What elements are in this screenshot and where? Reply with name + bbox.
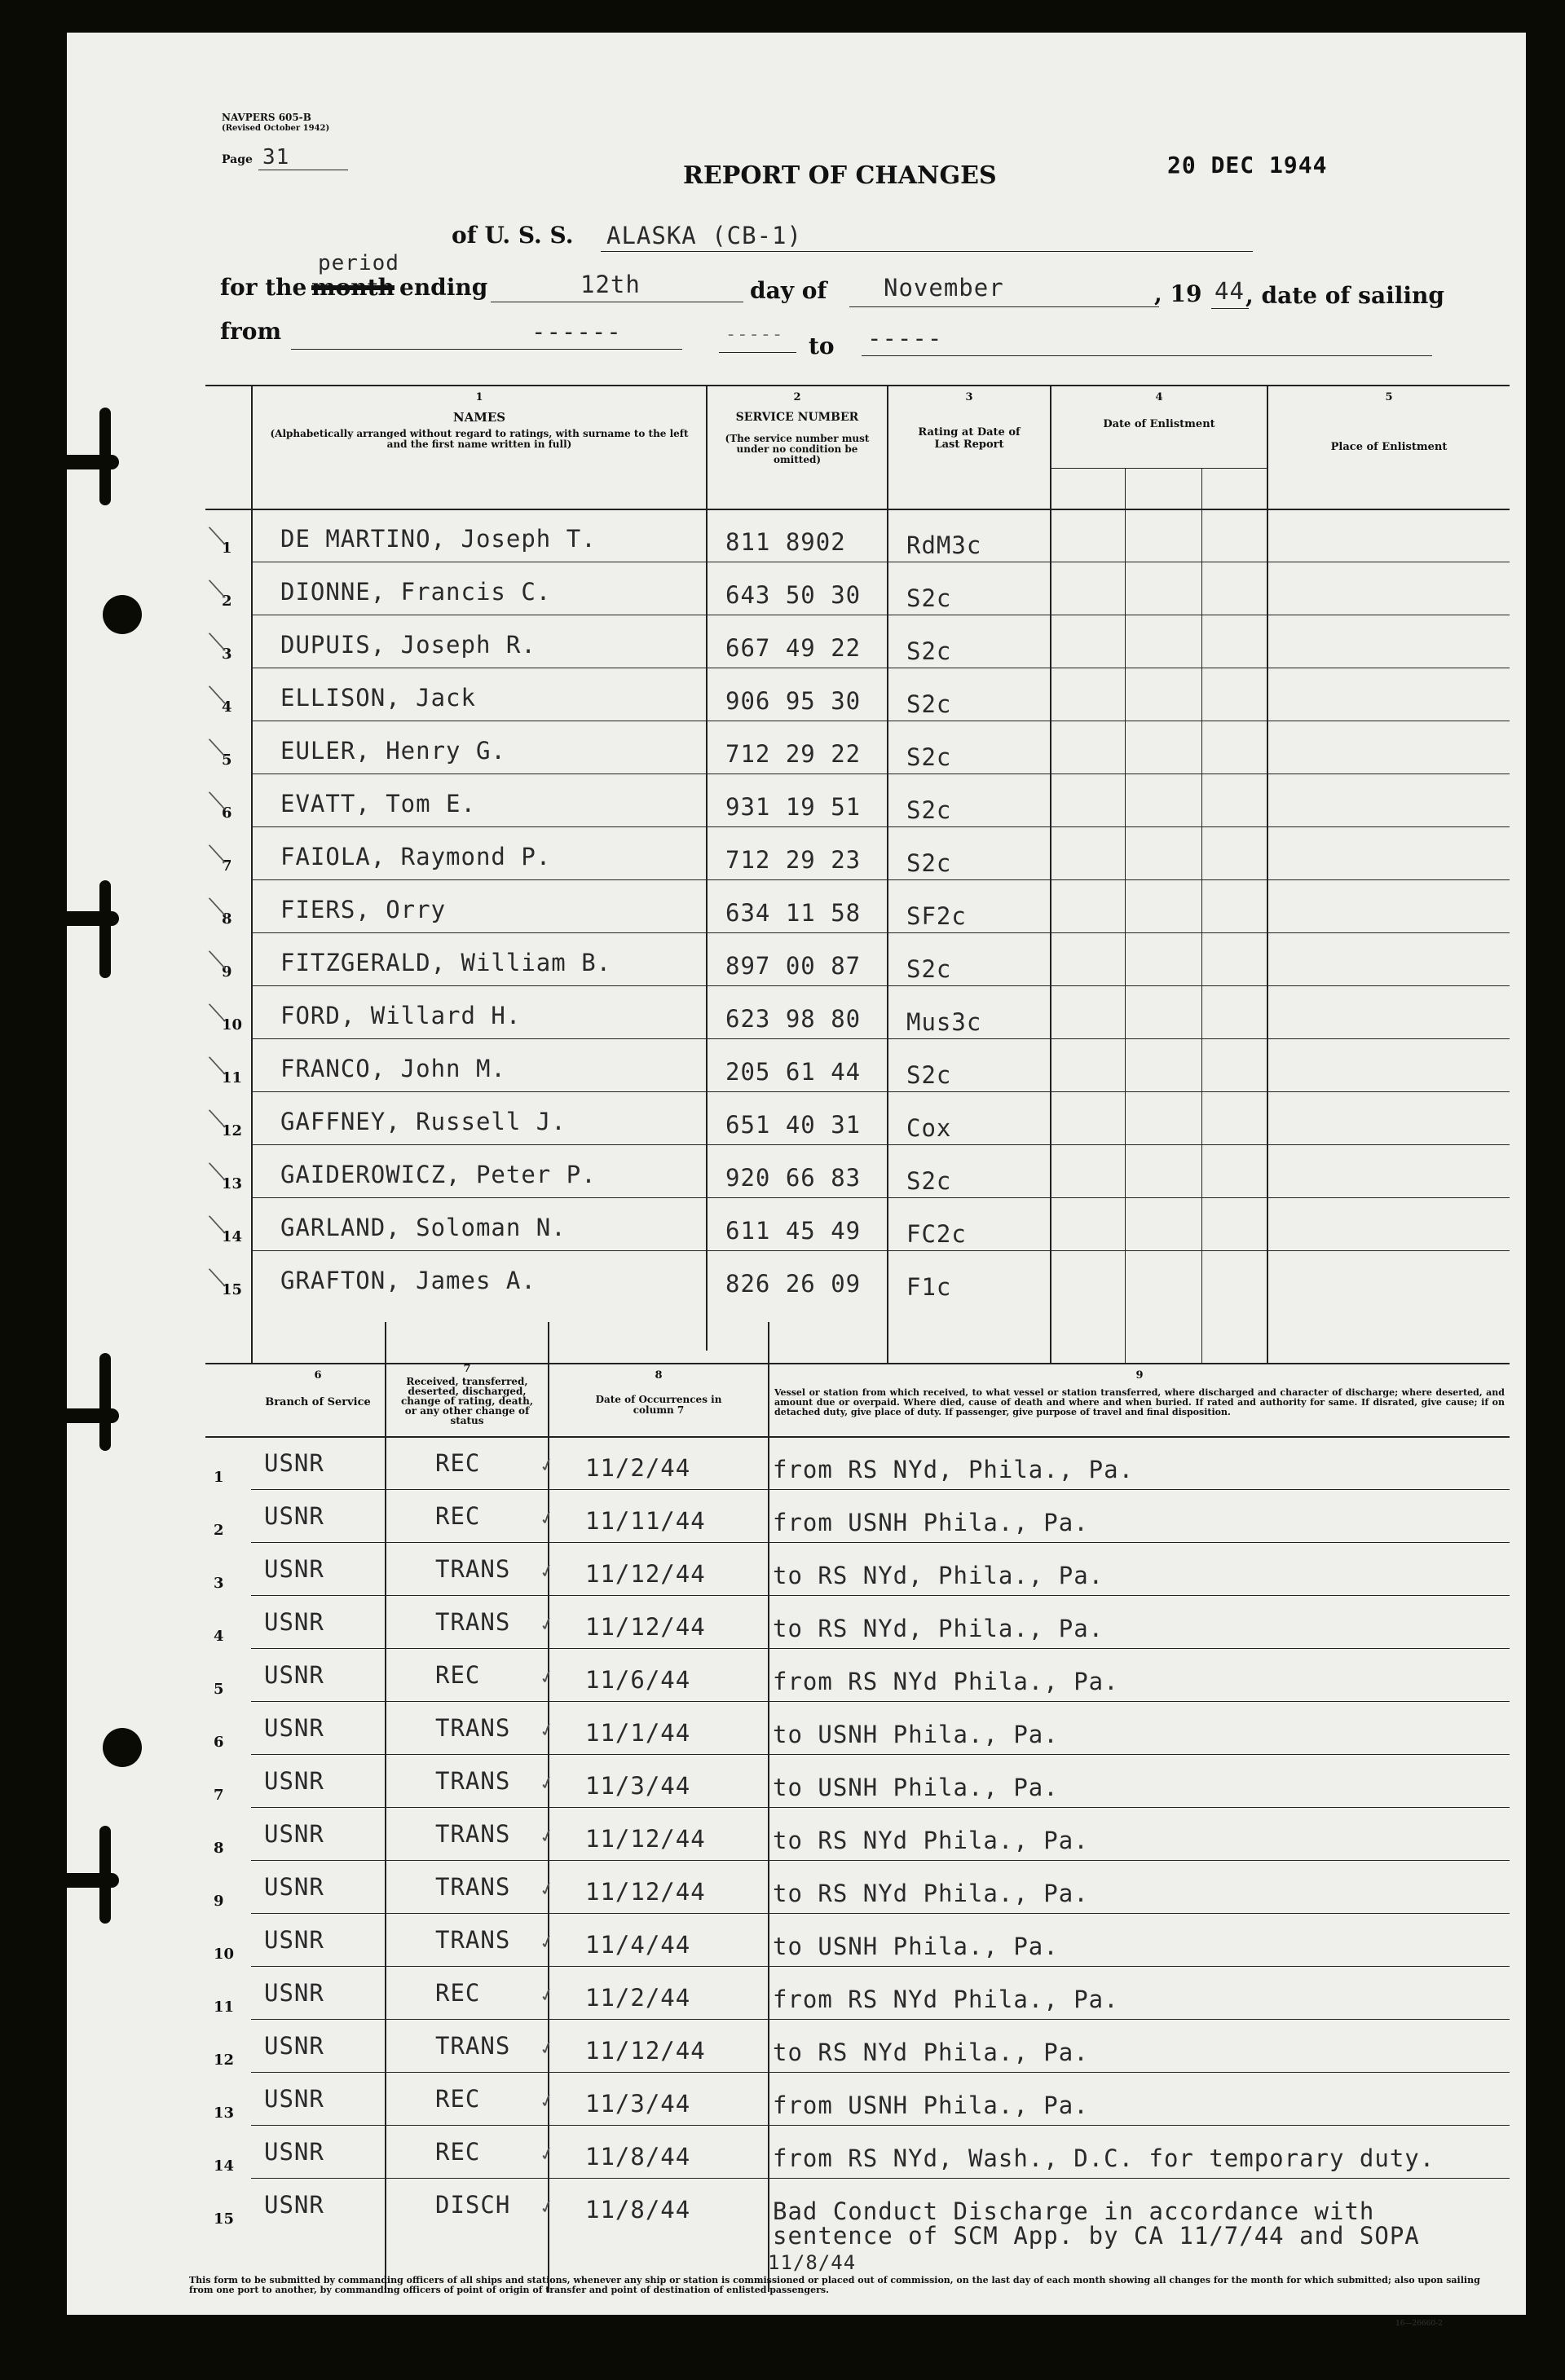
binder-tab — [99, 408, 111, 505]
branch-cell: USNR — [264, 1714, 324, 1742]
remarks-cell: to RS NYd Phila., Pa. — [773, 1880, 1089, 1907]
day-of-label: day of — [750, 277, 827, 304]
remarks-cell: to USNH Phila., Pa. — [773, 1933, 1059, 1960]
to-label: to — [809, 333, 835, 359]
remarks-cell: from RS NYd Phila., Pa. — [773, 1668, 1119, 1695]
status-cell: TRANS — [435, 2032, 511, 2060]
check-mark-icon: ╲ — [209, 737, 226, 760]
remarks-cell: to USNH Phila., Pa. — [773, 1721, 1059, 1748]
status-cell: REC — [435, 1449, 481, 1477]
branch-cell: USNR — [264, 1555, 324, 1583]
row-number: 12 — [222, 1122, 243, 1139]
branch-cell: USNR — [264, 1449, 324, 1477]
binder-tab — [99, 1826, 111, 1924]
row-number: 2 — [214, 1522, 224, 1539]
footer-instructions: This form to be submitted by commanding officers of all ships and stations, whenever any ship or station is commissioned or placed out of commission, on the last day of each month showing all changes for the month for which submitted; also upon sailing from one port to another, by commanding officers of point of origin of transfer and point of destination of enlisted passengers. — [189, 2275, 1480, 2295]
row-number: 7 — [214, 1787, 224, 1804]
row-number: 14 — [222, 1228, 243, 1245]
row-number: 4 — [222, 699, 232, 716]
binder-tab — [99, 1353, 111, 1451]
row-number: 11 — [222, 1069, 243, 1086]
to-value: ----- — [867, 324, 943, 352]
name-cell: GAIDEROWICZ, Peter P. — [280, 1161, 597, 1188]
check-mark-icon: ╲ — [209, 896, 226, 919]
branch-cell: USNR — [264, 1767, 324, 1795]
status-cell: TRANS — [435, 1926, 511, 1954]
header-rating: 3 Rating at Date of Last Report — [918, 391, 1021, 451]
service-number-cell: 811 8902 — [725, 528, 846, 556]
row-number: 9 — [222, 963, 232, 981]
status-cell: REC — [435, 1979, 481, 2007]
name-cell: GAFFNEY, Russell J. — [280, 1108, 566, 1135]
date-cell: 11/8/44 — [585, 2196, 691, 2224]
header-status-change: 7 Received, transferred, deserted, discharged, change of rating, death, or any other change of status — [401, 1363, 533, 1426]
binder-tab — [67, 1873, 119, 1888]
date-cell: 11/8/44 — [585, 2143, 691, 2171]
header-names: 1 NAMES (Alphabetically arranged without regard to ratings, with surname to the left and the first name written in full) — [270, 391, 689, 450]
service-number-cell: 826 26 09 — [725, 1270, 862, 1298]
from-value: ------ — [531, 318, 622, 346]
binder-hole — [103, 1728, 142, 1767]
remarks-cell: to USNH Phila., Pa. — [773, 1774, 1059, 1801]
header-branch: 6 Branch of Service — [265, 1369, 371, 1408]
check-mark-icon: ✓ — [537, 1454, 558, 1478]
date-cell: 11/4/44 — [585, 1931, 691, 1959]
branch-cell: USNR — [264, 1502, 324, 1530]
header-remarks: 9 Vessel or station from which received, to what vessel or station transferred, where discharged and character of discharge; where deserted, and amount due or overpaid. Where died, cause of death and where and when buried. If rated and authority for same. If disrated, give cause; if on detached duty, give place of duty. If passenger, give purpose of travel and final disposition. — [774, 1369, 1505, 1417]
row-number: 1 — [222, 540, 232, 557]
status-cell: TRANS — [435, 1714, 511, 1742]
year-prefix: , 19 — [1154, 280, 1202, 307]
row-number: 14 — [214, 2157, 235, 2175]
status-cell: TRANS — [435, 1767, 511, 1795]
check-mark-icon: ╲ — [209, 1267, 226, 1290]
check-mark-icon: ✓ — [537, 1719, 558, 1743]
date-cell: 11/6/44 — [585, 1666, 691, 1694]
name-cell: ELLISON, Jack — [280, 684, 476, 712]
row-number: 15 — [222, 1281, 243, 1298]
rating-cell: S2c — [906, 584, 952, 612]
service-number-cell: 897 00 87 — [725, 952, 862, 980]
check-mark-icon: ╲ — [209, 525, 226, 549]
remarks-cell: to RS NYd Phila., Pa. — [773, 1827, 1089, 1854]
month-word: month — [311, 274, 395, 301]
name-cell: FORD, Willard H. — [280, 1002, 522, 1029]
check-mark-icon: ╲ — [209, 684, 226, 707]
date-cell: 11/12/44 — [585, 1560, 706, 1588]
date-cell: 11/12/44 — [585, 2037, 706, 2065]
rating-cell: S2c — [906, 1061, 952, 1089]
rating-cell: S2c — [906, 1167, 952, 1195]
row-number: 3 — [214, 1575, 224, 1592]
row-number: 13 — [214, 2105, 235, 2122]
from-label: from — [220, 318, 282, 345]
header-date-occurrence: 8 Date of Occurrences in column 7 — [595, 1369, 722, 1416]
header-date-enlistment: 4 Date of Enlistment — [1103, 391, 1215, 430]
check-mark-icon: ╲ — [209, 631, 226, 654]
header-service-number: 2 SERVICE NUMBER (The service number must under no condition be omitted) — [725, 391, 870, 465]
row-number: 10 — [222, 1016, 243, 1034]
status-cell: REC — [435, 1502, 481, 1530]
of-uss-label: of U. S. S. — [452, 222, 574, 249]
page-number: 31 — [262, 145, 290, 170]
date-cell: 11/12/44 — [585, 1825, 706, 1853]
name-cell: DUPUIS, Joseph R. — [280, 631, 536, 659]
service-number-cell: 651 40 31 — [725, 1111, 862, 1139]
rating-cell: F1c — [906, 1273, 952, 1301]
rating-cell: S2c — [906, 690, 952, 718]
binder-hole — [103, 595, 142, 634]
remarks-cell: from RS NYd Phila., Pa. — [773, 1986, 1119, 2013]
check-mark-icon: ╲ — [209, 843, 226, 866]
status-cell: TRANS — [435, 1608, 511, 1636]
check-mark-icon: ✓ — [537, 2090, 558, 2113]
service-number-cell: 643 50 30 — [725, 581, 862, 609]
remarks-cell-line2: sentence of SCM App. by CA 11/7/44 and SOPA — [773, 2222, 1420, 2250]
service-number-cell: 920 66 83 — [725, 1164, 862, 1192]
rating-cell: S2c — [906, 796, 952, 824]
remarks-cell: to RS NYd Phila., Pa. — [773, 2038, 1089, 2066]
rating-cell: Mus3c — [906, 1008, 982, 1036]
binder-tab — [67, 455, 119, 469]
check-mark-icon: ✓ — [537, 1772, 558, 1796]
date-cell: 11/3/44 — [585, 1772, 691, 1800]
branch-cell: USNR — [264, 1820, 324, 1848]
check-mark-icon: ✓ — [537, 2196, 558, 2219]
date-of-sailing-label: , date of sailing — [1245, 282, 1444, 309]
remarks-cell: Bad Conduct Discharge in accordance with — [773, 2197, 1375, 2225]
branch-cell: USNR — [264, 2085, 324, 2113]
rating-cell: S2c — [906, 637, 952, 665]
check-mark-icon: ╲ — [209, 1161, 226, 1184]
status-cell: REC — [435, 2085, 481, 2113]
check-mark-icon: ✓ — [537, 1878, 558, 1902]
date-cell: 11/11/44 — [585, 1507, 706, 1535]
name-cell: FITZGERALD, William B. — [280, 949, 612, 976]
form-code: NAVPERS 605-B (Revised October 1942) — [222, 112, 330, 133]
name-cell: EVATT, Tom E. — [280, 790, 476, 818]
remarks-cell: from USNH Phila., Pa. — [773, 1509, 1089, 1536]
check-mark-icon: ✓ — [537, 1507, 558, 1531]
check-mark-icon: ✓ — [537, 1984, 558, 2008]
check-mark-icon: ✓ — [537, 1560, 558, 1584]
name-cell: GRAFTON, James A. — [280, 1267, 536, 1294]
remarks-cell: from USNH Phila., Pa. — [773, 2091, 1089, 2119]
footer-handwritten-date: 11/8/44 — [768, 2251, 857, 2274]
date-cell: 11/1/44 — [585, 1719, 691, 1747]
name-cell: EULER, Henry G. — [280, 737, 506, 765]
check-mark-icon: ╲ — [209, 1055, 226, 1078]
binder-tab — [67, 911, 119, 926]
row-number: 6 — [214, 1734, 224, 1751]
row-number: 13 — [222, 1175, 243, 1192]
branch-cell: USNR — [264, 1873, 324, 1901]
binder-tab — [99, 880, 111, 978]
branch-cell: USNR — [264, 2138, 324, 2166]
check-mark-icon: ╲ — [209, 1002, 226, 1025]
rating-cell: S2c — [906, 849, 952, 877]
check-mark-icon: ✓ — [537, 1931, 558, 1955]
ending-day: 12th — [580, 271, 641, 298]
branch-cell: USNR — [264, 2032, 324, 2060]
binder-tab — [67, 1408, 119, 1423]
row-number: 1 — [214, 1469, 224, 1486]
service-number-cell: 931 19 51 — [725, 793, 862, 821]
row-number: 4 — [214, 1628, 224, 1645]
service-number-cell: 205 61 44 — [725, 1058, 862, 1086]
check-mark-icon: ✓ — [537, 2037, 558, 2060]
rating-cell: S2c — [906, 955, 952, 983]
branch-cell: USNR — [264, 2191, 324, 2219]
for-the-label: for the — [220, 274, 307, 301]
branch-cell: USNR — [264, 1608, 324, 1636]
service-number-cell: 712 29 22 — [725, 740, 862, 768]
name-cell: FAIOLA, Raymond P. — [280, 843, 552, 870]
check-mark-icon: ✓ — [537, 1613, 558, 1637]
row-number: 8 — [214, 1840, 224, 1857]
year-suffix: 44 — [1215, 277, 1245, 305]
row-number: 10 — [214, 1946, 235, 1963]
date-cell: 11/3/44 — [585, 2090, 691, 2118]
service-number-cell: 712 29 23 — [725, 846, 862, 874]
row-number: 12 — [214, 2052, 235, 2069]
name-cell: GARLAND, Soloman N. — [280, 1214, 566, 1241]
check-mark-icon: ╲ — [209, 949, 226, 972]
name-cell: FIERS, Orry — [280, 896, 447, 923]
date-cell: 11/2/44 — [585, 1984, 691, 2012]
to-dash: ----- — [725, 324, 784, 345]
ending-label: ending — [399, 274, 488, 301]
branch-cell: USNR — [264, 1661, 324, 1689]
date-cell: 11/12/44 — [585, 1878, 706, 1906]
row-number: 5 — [214, 1681, 224, 1698]
status-cell: REC — [435, 2138, 481, 2166]
name-cell: FRANCO, John M. — [280, 1055, 506, 1082]
row-number: 8 — [222, 910, 232, 928]
branch-cell: USNR — [264, 1979, 324, 2007]
check-mark-icon: ╲ — [209, 578, 226, 602]
rating-cell: Cox — [906, 1114, 952, 1142]
remarks-cell: from RS NYd, Phila., Pa. — [773, 1456, 1135, 1483]
row-number: 9 — [214, 1893, 224, 1910]
status-cell: REC — [435, 1661, 481, 1689]
status-cell: TRANS — [435, 1820, 511, 1848]
row-number: 15 — [214, 2210, 235, 2228]
row-number: 6 — [222, 804, 232, 822]
branch-cell: USNR — [264, 1926, 324, 1954]
row-number: 5 — [222, 751, 232, 769]
remarks-cell: to RS NYd, Phila., Pa. — [773, 1562, 1104, 1589]
status-cell: DISCH — [435, 2191, 511, 2219]
page-label: Page — [222, 153, 253, 166]
status-cell: TRANS — [435, 1873, 511, 1901]
name-cell: DE MARTINO, Joseph T. — [280, 525, 597, 553]
service-number-cell: 623 98 80 — [725, 1005, 862, 1033]
status-cell: TRANS — [435, 1555, 511, 1583]
service-number-cell: 667 49 22 — [725, 634, 862, 662]
form-title: REPORT OF CHANGES — [683, 161, 997, 190]
row-number: 2 — [222, 593, 232, 610]
service-number-cell: 634 11 58 — [725, 899, 862, 927]
rating-cell: S2c — [906, 743, 952, 771]
service-number-cell: 611 45 49 — [725, 1217, 862, 1245]
ending-month: November — [884, 274, 1004, 302]
date-stamp: 20 DEC 1944 — [1167, 152, 1328, 178]
check-mark-icon: ╲ — [209, 790, 226, 813]
check-mark-icon: ╲ — [209, 1108, 226, 1131]
check-mark-icon: ✓ — [537, 1666, 558, 1690]
check-mark-icon: ✓ — [537, 2143, 558, 2166]
footer-code: 16—26660-2 — [1395, 2320, 1443, 2328]
name-cell: DIONNE, Francis C. — [280, 578, 552, 606]
form-page — [67, 33, 1526, 2328]
remarks-cell: to RS NYd, Phila., Pa. — [773, 1615, 1104, 1642]
date-cell: 11/12/44 — [585, 1613, 706, 1641]
rating-cell: FC2c — [906, 1220, 967, 1248]
service-number-cell: 906 95 30 — [725, 687, 862, 715]
date-cell: 11/2/44 — [585, 1454, 691, 1482]
remarks-cell: from RS NYd, Wash., D.C. for temporary duty. — [773, 2144, 1435, 2172]
row-number: 3 — [222, 646, 232, 663]
row-number: 11 — [214, 1999, 235, 2016]
row-number: 7 — [222, 857, 232, 875]
ship-name: ALASKA (CB-1) — [606, 222, 802, 249]
check-mark-icon: ╲ — [209, 1214, 226, 1237]
period-word: period — [318, 251, 399, 275]
rating-cell: SF2c — [906, 902, 967, 930]
rating-cell: RdM3c — [906, 531, 982, 559]
check-mark-icon: ✓ — [537, 1825, 558, 1849]
header-place-enlistment: 5 Place of Enlistment — [1330, 391, 1448, 453]
